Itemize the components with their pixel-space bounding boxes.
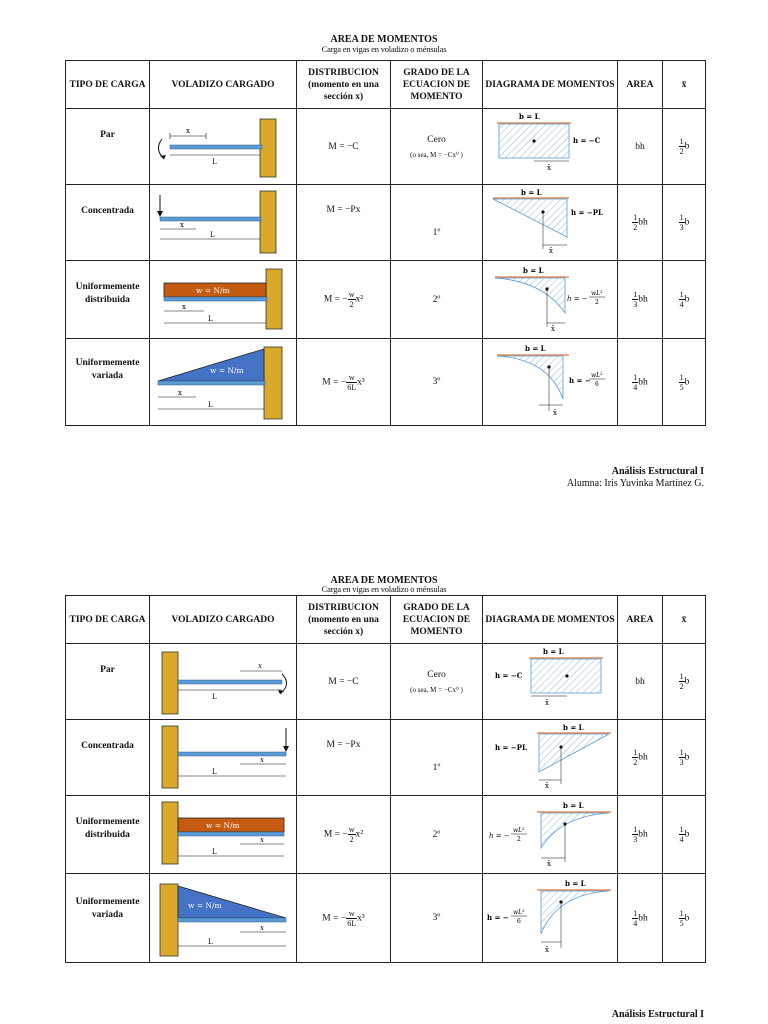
xbar-den: 3	[679, 758, 684, 767]
header-tipo: TIPO DE CARGA	[66, 596, 150, 644]
header-distribucion: DISTRIBUCION (momento en una sección x)	[297, 596, 391, 644]
row-grado: 3º	[391, 339, 483, 426]
header-diagrama: DIAGRAMA DE MOMENTOS	[483, 596, 618, 644]
cantilever-figure-uniforme	[150, 261, 297, 339]
eq-den: 2	[349, 835, 354, 844]
page-title-bottom: AREA DE MOMENTOS	[330, 575, 438, 586]
footer-top	[567, 466, 704, 490]
diagram-h-label: h = −	[567, 295, 588, 303]
row-grado: 1º	[391, 720, 483, 796]
diagram-h-label: h = −	[487, 913, 509, 922]
diagram-xbar-label: x̄	[545, 699, 549, 707]
diagram-h-label: h = −PL	[495, 743, 527, 752]
diagram-b-label: b = L	[563, 723, 584, 732]
dim-x-label: x	[258, 662, 262, 670]
row-grado: 3º	[391, 874, 483, 963]
table-row	[66, 185, 706, 261]
row-grado	[391, 644, 483, 720]
moment-diagram-par	[483, 109, 618, 185]
diagram-xbar-label: x̄	[545, 946, 549, 954]
area-num: 1	[633, 372, 638, 382]
eq-num: w	[346, 909, 357, 919]
eq-num: w	[348, 290, 355, 299]
footer-course: Análisis Estructural I	[611, 466, 704, 477]
eq-prefix: M = −	[323, 294, 348, 305]
dim-L-label: L	[212, 848, 217, 856]
dim-L-label: L	[208, 401, 213, 409]
xbar-num: 1	[679, 290, 684, 299]
row-grado: 2º	[391, 796, 483, 874]
load-label: w = N/m	[206, 821, 240, 830]
moment-diagram-uniforme	[483, 261, 618, 339]
row-equation	[297, 339, 391, 426]
row-equation	[297, 874, 391, 963]
row-grado	[391, 109, 483, 185]
row-tipo: Concentrada	[66, 720, 150, 796]
row-equation: M = −Px	[297, 185, 391, 261]
area-bh: bh	[638, 377, 648, 388]
row-grado: 2º	[391, 261, 483, 339]
moment-diagram-par-mirrored	[483, 644, 618, 720]
eq-prefix: M = −	[322, 913, 347, 924]
area-den: 3	[633, 835, 638, 844]
row-area	[618, 720, 663, 796]
row-tipo: Par	[66, 644, 150, 720]
moment-diagram-variada	[483, 339, 618, 426]
header-distribucion: DISTRIBUCION (momento en una sección x)	[297, 61, 391, 109]
xbar-num: 1	[679, 748, 684, 757]
row-xbar: $\frac{1}{3}$ b	[663, 185, 706, 261]
row-tipo: Uniformemente variada	[66, 339, 150, 426]
diagram-xbar-label: x̄	[545, 782, 549, 790]
diagram-h-den: 6	[595, 381, 599, 388]
row-grado: 1º	[391, 185, 483, 261]
table-header-row	[66, 61, 706, 109]
area-den: 3	[633, 300, 638, 309]
moment-diagram-concentrada	[483, 185, 618, 261]
cantilever-figure-concentrada	[150, 185, 297, 261]
cantilever-figure-variada	[150, 339, 297, 426]
diagram-h-den: 2	[595, 299, 599, 306]
header-grado: GRADO DE LA ECUACION DE MOMENTO	[391, 596, 483, 644]
diagram-h-label: h = −	[569, 376, 591, 385]
table-header-row	[66, 596, 706, 644]
dim-L-label: L	[208, 315, 213, 323]
eq-num: w	[346, 373, 357, 383]
dim-x-label: x	[260, 836, 264, 844]
row-xbar: $\frac{1}{3}$ b	[663, 720, 706, 796]
diagram-xbar-label: x̄	[553, 409, 557, 417]
row-tipo: Uniformemente variada	[66, 874, 150, 963]
xbar-num: 1	[679, 137, 684, 146]
diagram-h-den: 6	[517, 918, 521, 925]
grado-note: (o sea, M = −Cx⁰ )	[410, 150, 463, 159]
cantilever-figure-par	[150, 109, 297, 185]
row-tipo: Uniformemente distribuida	[66, 796, 150, 874]
moment-table-top	[65, 60, 706, 426]
grado-value: Cero	[427, 669, 446, 680]
xbar-den: 5	[679, 918, 684, 928]
row-equation: M = −Px	[297, 720, 391, 796]
row-xbar: $\frac{1}{2}$ b	[663, 109, 706, 185]
header-area: AREA	[618, 596, 663, 644]
diagram-h-label: h = −C	[495, 671, 523, 680]
dim-L-label: L	[208, 938, 213, 946]
diagram-h-num: wL²	[513, 909, 525, 916]
diagram-b-label: b = L	[543, 647, 564, 656]
area-bh: bh	[638, 217, 648, 228]
header-tipo: TIPO DE CARGA	[66, 61, 150, 109]
cantilever-figure-variada-mirrored	[150, 874, 297, 963]
dim-x-label: x	[180, 221, 184, 229]
diagram-h-den: 2	[517, 836, 521, 843]
page-subtitle-top: Carga en vigas en voladizo o ménsulas	[321, 44, 447, 54]
table-row	[66, 720, 706, 796]
diagram-h-num: wL²	[591, 290, 603, 297]
row-equation: M = −C	[297, 644, 391, 720]
eq-tail: x²	[355, 829, 364, 840]
header-diagrama: DIAGRAMA DE MOMENTOS	[483, 61, 618, 109]
row-tipo: Uniformemente distribuida	[66, 261, 150, 339]
area-den: 4	[633, 382, 638, 392]
row-area: bh	[618, 109, 663, 185]
row-xbar: $\frac{1}{5}$ b	[663, 874, 706, 963]
footer-student: Alumna: Iris Yuvinka Martínez G.	[566, 478, 704, 489]
xbar-num: 1	[679, 372, 684, 382]
row-area: bh	[618, 644, 663, 720]
diagram-xbar-label: x̄	[547, 860, 551, 868]
table-row	[66, 261, 706, 339]
xbar-den: 4	[679, 835, 684, 844]
grado-note: (o sea, M = −Cx⁰ )	[410, 685, 463, 694]
cantilever-figure-par-mirrored	[150, 644, 297, 720]
moment-table-bottom	[65, 595, 706, 963]
diagram-h-label: h = −C	[573, 136, 601, 145]
area-den: 2	[633, 758, 638, 767]
area-den: 2	[633, 223, 638, 232]
load-label: w = N/m	[210, 366, 244, 375]
cantilever-figure-concentrada-mirrored	[150, 720, 297, 796]
eq-prefix: M = −	[322, 377, 347, 388]
diagram-xbar-label: x̄	[551, 325, 555, 333]
area-num: 1	[633, 748, 638, 757]
footer-course: Análisis Estructural I	[611, 1009, 704, 1020]
xbar-den: 2	[679, 682, 684, 691]
area-bh: bh	[638, 752, 648, 763]
diagram-h-num: wL²	[591, 372, 603, 379]
diagram-b-label: b = L	[523, 266, 544, 275]
cantilever-figure-uniforme-mirrored	[150, 796, 297, 874]
row-area	[618, 185, 663, 261]
page-subtitle-bottom: Carga en vigas en voladizo o ménsulas	[321, 584, 447, 594]
xbar-num: 1	[679, 908, 684, 918]
moment-diagram-uniforme-mirrored	[483, 796, 618, 874]
header-xbar: x̄	[663, 61, 706, 109]
load-label: w = N/m	[196, 286, 230, 295]
area-num: 1	[633, 908, 638, 918]
table-row	[66, 644, 706, 720]
row-tipo: Concentrada	[66, 185, 150, 261]
diagram-h-num: wL²	[513, 827, 525, 834]
eq-tail: x³	[357, 913, 365, 924]
header-area: AREA	[618, 61, 663, 109]
row-xbar: $\frac{1}{4}$ b	[663, 261, 706, 339]
area-num: 1	[633, 290, 638, 299]
diagram-xbar-label: x̄	[549, 247, 553, 255]
row-xbar: $\frac{1}{4}$ b	[663, 796, 706, 874]
eq-den: 6L	[347, 918, 357, 928]
page-title-top: AREA DE MOMENTOS	[330, 34, 438, 45]
header-grado: GRADO DE LA ECUACION DE MOMENTO	[391, 61, 483, 109]
diagram-b-label: b = L	[563, 801, 584, 810]
eq-tail: x²	[355, 294, 364, 305]
table-row	[66, 796, 706, 874]
dim-x-label: x	[182, 303, 186, 311]
row-area	[618, 339, 663, 426]
eq-prefix: M = −	[323, 829, 348, 840]
row-tipo: Par	[66, 109, 150, 185]
eq-num: w	[348, 825, 355, 834]
header-voladizo: VOLADIZO CARGADO	[150, 596, 297, 644]
area-bh: bh	[638, 829, 648, 840]
dim-x-label: x	[178, 389, 182, 397]
diagram-h-label: h = −	[489, 832, 510, 840]
row-area	[618, 796, 663, 874]
header-voladizo: VOLADIZO CARGADO	[150, 61, 297, 109]
diagram-b-label: b = L	[521, 188, 542, 197]
diagram-h-label: h = −PL	[571, 208, 603, 217]
area-bh: bh	[638, 913, 648, 924]
load-label: w = N/m	[188, 901, 222, 910]
row-equation	[297, 261, 391, 339]
eq-den: 6L	[347, 382, 357, 392]
eq-tail: x³	[357, 377, 365, 388]
table-row	[66, 109, 706, 185]
dim-L-label: L	[212, 158, 217, 166]
moment-diagram-concentrada-mirrored	[483, 720, 618, 796]
diagram-b-label: b = L	[525, 344, 546, 353]
row-equation	[297, 796, 391, 874]
moment-diagram-variada-mirrored	[483, 874, 618, 963]
dim-L-label: L	[210, 231, 215, 239]
diagram-b-label: b = L	[519, 112, 540, 121]
diagram-b-label: b = L	[565, 879, 586, 888]
dim-x-label: x	[260, 924, 264, 932]
row-area	[618, 874, 663, 963]
diagram-xbar-label: x̄	[547, 164, 551, 172]
dim-L-label: L	[212, 693, 217, 701]
row-xbar: $\frac{1}{5}$ b	[663, 339, 706, 426]
dim-L-label: L	[212, 768, 217, 776]
area-num: 1	[633, 825, 638, 834]
grado-value: Cero	[427, 134, 446, 145]
xbar-num: 1	[679, 672, 684, 681]
header-xbar: x̄	[663, 596, 706, 644]
area-bh: bh	[638, 294, 648, 305]
eq-den: 2	[349, 300, 354, 309]
footer-bottom	[612, 1009, 704, 1021]
xbar-num: 1	[679, 825, 684, 834]
xbar-den: 2	[679, 147, 684, 156]
dim-x-label: x	[186, 127, 190, 135]
row-xbar: $\frac{1}{2}$ b	[663, 644, 706, 720]
dim-x-label: x	[260, 756, 264, 764]
row-area	[618, 261, 663, 339]
area-den: 4	[633, 918, 638, 928]
table-row	[66, 874, 706, 963]
area-num: 1	[633, 213, 638, 222]
xbar-den: 5	[679, 382, 684, 392]
xbar-num: 1	[679, 213, 684, 222]
xbar-den: 4	[679, 300, 684, 309]
row-equation: M = −C	[297, 109, 391, 185]
xbar-den: 3	[679, 223, 684, 232]
table-row	[66, 339, 706, 426]
